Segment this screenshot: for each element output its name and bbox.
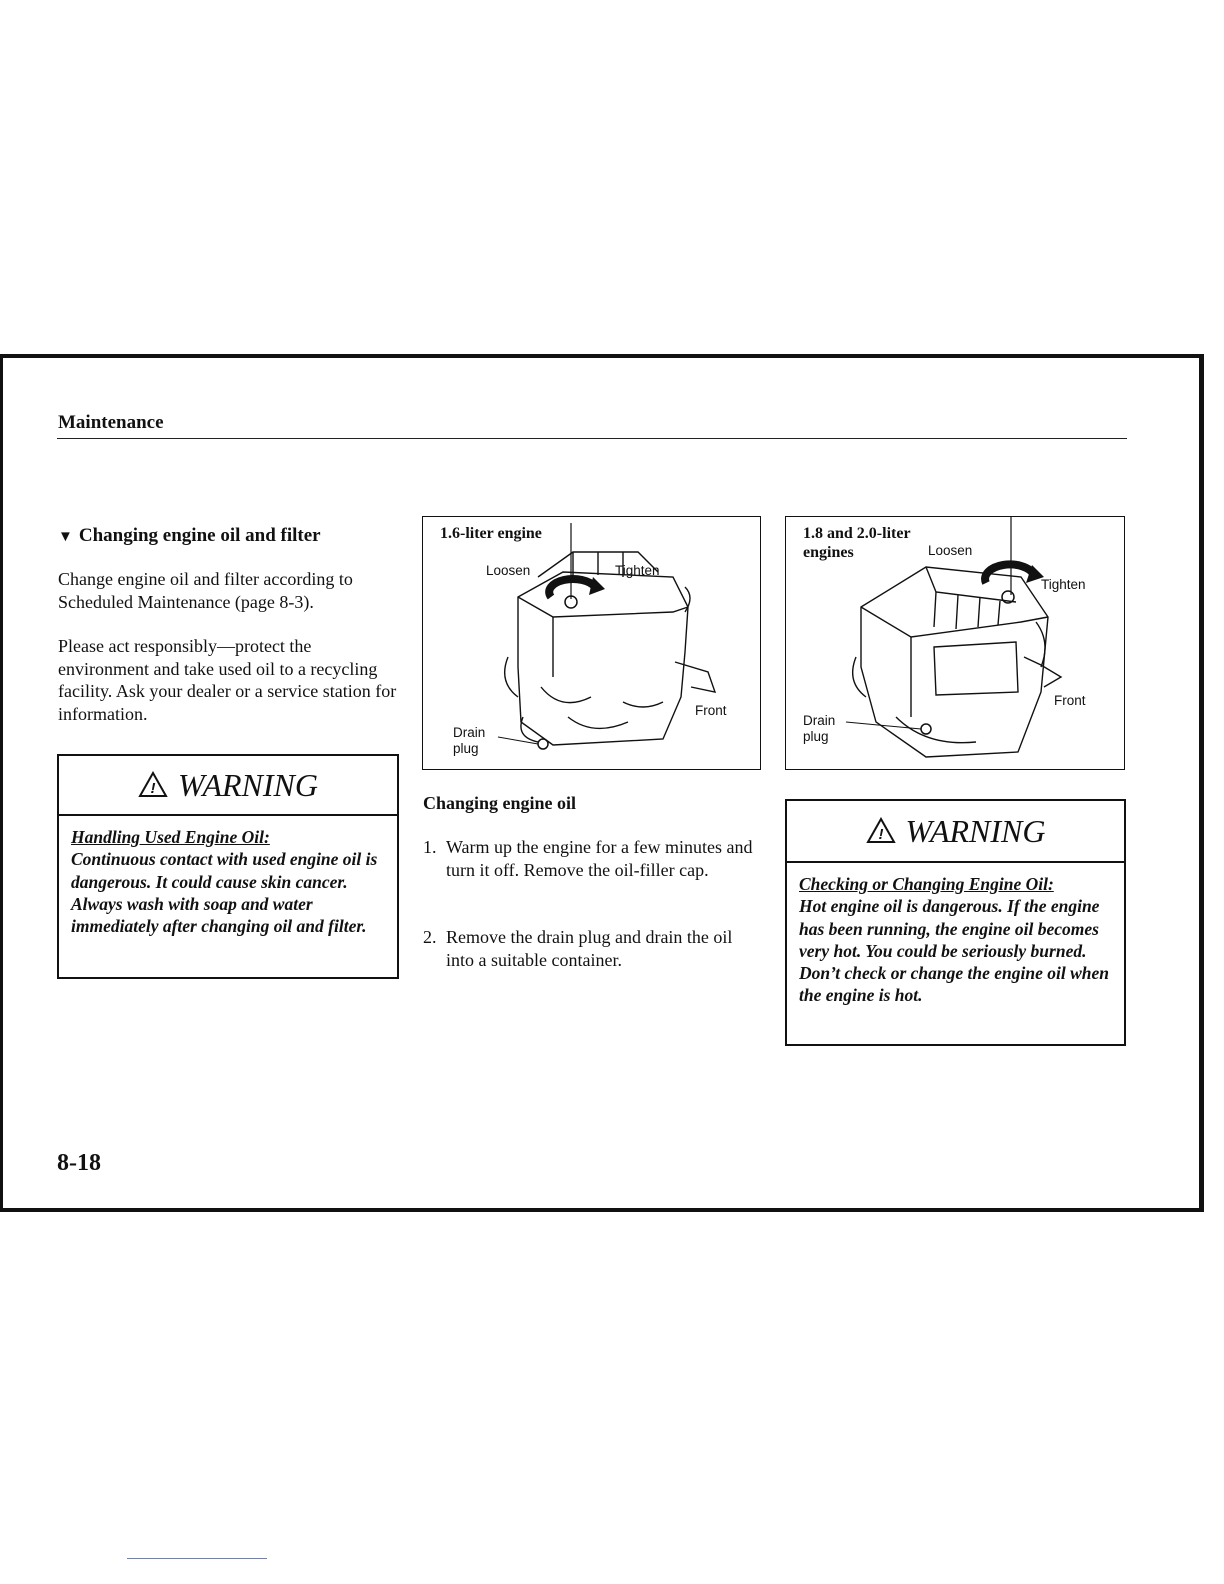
warning-triangle-icon bbox=[866, 803, 896, 863]
tighten-label: Tighten bbox=[1041, 577, 1086, 592]
loosen-label: Loosen bbox=[486, 563, 531, 578]
warning-subtitle: Checking or Changing Engine Oil: bbox=[799, 874, 1054, 894]
warning-header bbox=[787, 801, 1124, 863]
drain-plug-label: Drain plug bbox=[803, 713, 836, 744]
page-number: 8-18 bbox=[57, 1150, 101, 1176]
figure-1-6-liter-engine bbox=[422, 516, 761, 770]
step-1 bbox=[423, 836, 763, 881]
warning-header bbox=[59, 756, 397, 816]
front-label: Front bbox=[695, 703, 727, 718]
warning-triangle-icon bbox=[138, 758, 168, 816]
warning-title: WARNING bbox=[905, 813, 1046, 849]
step-number: 1. bbox=[423, 837, 437, 857]
step-text: Warm up the engine for a few minutes and turn it off. Remove the oil-filler cap. bbox=[446, 837, 753, 880]
warning-box-used-oil bbox=[57, 754, 399, 979]
step-number: 2. bbox=[423, 927, 437, 947]
bottom-rule bbox=[127, 1558, 267, 1559]
loosen-label: Loosen bbox=[928, 543, 973, 558]
tighten-label: Tighten bbox=[615, 563, 660, 578]
changing-oil-subheading: Changing engine oil bbox=[423, 793, 577, 813]
section-heading bbox=[58, 525, 321, 547]
front-label: Front bbox=[1054, 693, 1086, 708]
figure-1-8-2-0-liter-engines bbox=[785, 516, 1125, 770]
warning-body bbox=[787, 863, 1124, 1015]
warning-box-hot-oil bbox=[785, 799, 1126, 1046]
step-text: Remove the drain plug and drain the oil into a suitable container. bbox=[446, 927, 733, 970]
warning-body bbox=[59, 816, 397, 945]
drain-plug-label: Drain plug bbox=[453, 725, 486, 756]
svg-text:!: ! bbox=[150, 780, 156, 797]
svg-text:!: ! bbox=[878, 826, 884, 843]
figure-title: 1.8 and 2.0-liter engines bbox=[803, 525, 911, 561]
running-head: Maintenance bbox=[58, 412, 164, 433]
step-2 bbox=[423, 926, 763, 971]
triangle-marker-icon: ▼ bbox=[58, 529, 73, 545]
figure-title: 1.6-liter engine bbox=[440, 525, 542, 542]
warning-title: WARNING bbox=[178, 767, 318, 803]
section-heading-text: Changing engine oil and filter bbox=[78, 525, 321, 546]
intro-paragraph: Change engine oil and filter according to Scheduled Maintenance (page 8-3). bbox=[58, 569, 353, 612]
warning-text: Hot engine oil is dangerous. If the engine has been running, the engine oil becomes very hot. You could be seriously burned. Don’t check or change the engine oil when the engine is hot. bbox=[799, 896, 1109, 1006]
warning-text: Continuous contact with used engine oil is dangerous. It could cause skin cancer. Always wash with soap and water immediately after changing oil and filter. bbox=[71, 849, 378, 937]
warning-subtitle: Handling Used Engine Oil: bbox=[71, 827, 270, 847]
header-rule bbox=[57, 438, 1127, 439]
environment-paragraph: Please act responsibly—protect the environment and take used oil to a recycling facility. Ask your dealer or a service station for information. bbox=[58, 636, 397, 724]
